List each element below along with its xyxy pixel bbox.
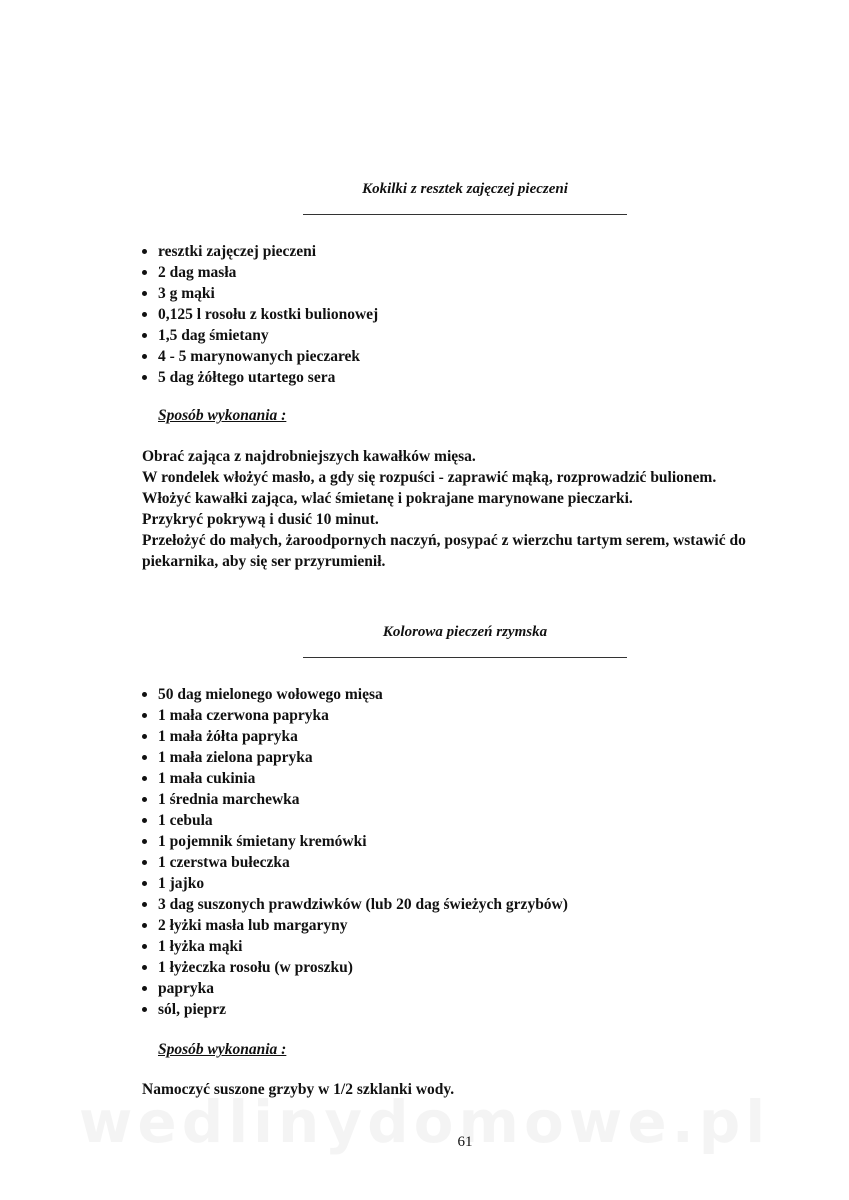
- recipe2-ingredient-list: [140, 684, 568, 1020]
- instruction-line: Namoczyć suszone grzyby w 1/2 szklanki wody.: [142, 1081, 455, 1098]
- recipe1-ingredient-list: [140, 241, 378, 388]
- ingredient-item: 50 dag mielonego wołowego mięsa: [140, 684, 568, 705]
- instruction-line: Obrać zająca z najdrobniejszych kawałków mięsa.: [142, 448, 476, 465]
- recipe1-title-rule: [303, 214, 627, 215]
- ingredient-item: 1 mała zielona papryka: [140, 747, 568, 768]
- ingredient-item: 5 dag żółtego utartego sera: [140, 367, 378, 388]
- ingredient-item: 1 mała cukinia: [140, 768, 568, 789]
- ingredient-item: 1 jajko: [140, 873, 568, 894]
- ingredient-item: 1 pojemnik śmietany kremówki: [140, 831, 568, 852]
- page-number: 61: [457, 1134, 473, 1150]
- instruction-line: Przykryć pokrywą i dusić 10 minut.: [142, 511, 379, 528]
- ingredient-item: 3 dag suszonych prawdziwków (lub 20 dag świeżych grzybów): [140, 894, 568, 915]
- ingredient-item: 2 łyżki masła lub margaryny: [140, 915, 568, 936]
- recipe1-method-heading: Sposób wykonania :: [158, 407, 287, 424]
- ingredient-item: 4 - 5 marynowanych pieczarek: [140, 346, 378, 367]
- ingredient-item: 1 mała żółta papryka: [140, 726, 568, 747]
- instruction-line: Przełożyć do małych, żaroodpornych naczyń, posypać z wierzchu tartym serem, wstawić do piekarnika, aby się ser przyrumienił.: [142, 532, 746, 570]
- ingredient-item: 1,5 dag śmietany: [140, 325, 378, 346]
- ingredient-item: 1 łyżka mąki: [140, 936, 568, 957]
- ingredient-item: resztki zajęczej pieczeni: [140, 241, 378, 262]
- ingredient-item: 3 g mąki: [140, 283, 378, 304]
- recipe1-instructions: [142, 446, 802, 572]
- ingredient-item: papryka: [140, 978, 568, 999]
- ingredient-item: 0,125 l rosołu z kostki bulionowej: [140, 304, 378, 325]
- ingredient-item: 1 mała czerwona papryka: [140, 705, 568, 726]
- recipe2-title-rule: [303, 657, 627, 658]
- ingredient-item: 1 czerstwa bułeczka: [140, 852, 568, 873]
- ingredient-item: sól, pieprz: [140, 999, 568, 1020]
- instruction-line: W rondelek włożyć masło, a gdy się rozpuści - zaprawić mąką, rozprowadzić bulionem.: [142, 469, 717, 486]
- recipe1-title: Kokilki z resztek zajęczej pieczeni: [362, 181, 568, 197]
- ingredient-item: 1 łyżeczka rosołu (w proszku): [140, 957, 568, 978]
- recipe2-title: Kolorowa pieczeń rzymska: [382, 624, 548, 640]
- instruction-line: Włożyć kawałki zająca, wlać śmietanę i pokrajane marynowane pieczarki.: [142, 490, 633, 507]
- ingredient-item: 2 dag masła: [140, 262, 378, 283]
- ingredient-item: 1 średnia marchewka: [140, 789, 568, 810]
- ingredient-item: 1 cebula: [140, 810, 568, 831]
- recipe2-method-heading: Sposób wykonania :: [158, 1041, 287, 1058]
